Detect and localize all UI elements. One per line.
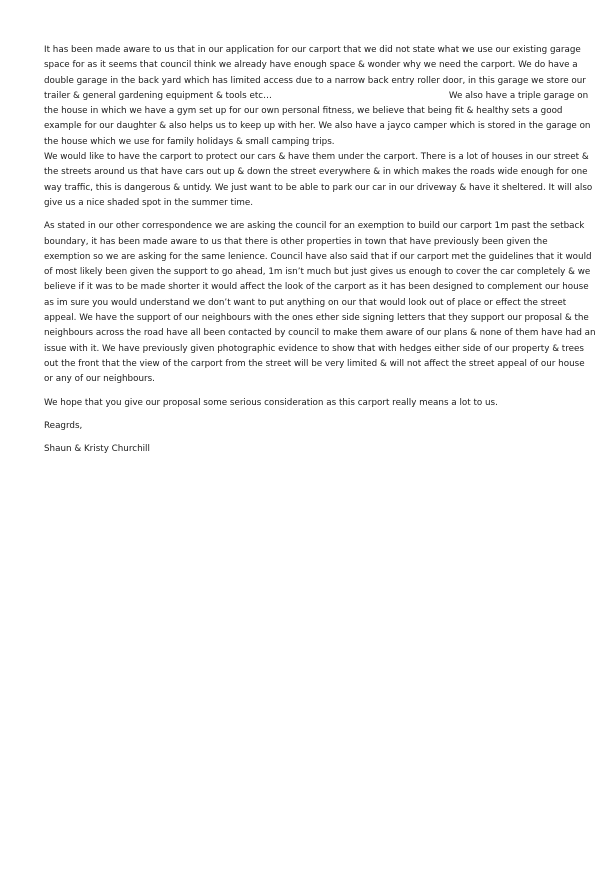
- text-line: way traffic, this is dangerous & untidy. We just want to be able to park our car in our driveway & have it sheltered. It will also: [44, 182, 593, 193]
- signature: Shaun & Kristy Churchill: [44, 444, 150, 455]
- paragraph-exemption-request: [44, 219, 596, 387]
- text-segment: trailer & general gardening equipment & tools etc…: [44, 90, 272, 101]
- text-line: the house which we use for family holidays & small camping trips.: [44, 136, 335, 147]
- paragraph-garage-usage: [44, 43, 591, 150]
- text-line: of most likely been given the support to go ahead, 1m isn’t much but just gives us enough to cover the car completely & we: [44, 267, 591, 278]
- text-line: out the front that the view of the carport from the street will be very limited & will not affect the street appeal of our house: [44, 358, 585, 369]
- text-line: appeal. We have the support of our neighbours with the ones ether side signing letters that they support our proposal & the: [44, 313, 589, 324]
- text-line: as im sure you would understand we don’t want to put anything on our that would look out of place or effect the street: [44, 297, 567, 308]
- text-line: space for as it seems that council think we already have enough space & wonder why we need the carport. We do have a: [44, 60, 578, 71]
- text-line: neighbours across the road have all been contacted by council to make them aware of our plans & none of them have had an: [44, 328, 596, 339]
- paragraph-hope: [44, 396, 572, 411]
- text-line: boundary, it has been made aware to us that there is other properties in town that have previously been given the: [44, 236, 548, 247]
- text-line: believe if it was to be made shorter it would affect the look of the carport as it has been designed to complement our house: [44, 282, 589, 293]
- text-line: We hope that you give our proposal some serious consideration as this carport really means a lot to us.: [44, 397, 498, 408]
- text-line: the streets around us that have cars out up & down the street everywhere & in which makes the roads wide enough for one: [44, 167, 588, 178]
- text-line: or any of our neighbours.: [44, 374, 155, 385]
- text-line: exemption so we are asking for the same lenience. Council have also said that if our carport met the guidelines that it would: [44, 251, 592, 262]
- text-line: the house in which we have a gym set up for our own personal fitness, we believe that being fit & healthy sets a good: [44, 106, 563, 117]
- text-line: double garage in the back yard which has limited access due to a narrow back entry roller door, in this garage we store our: [44, 75, 586, 86]
- text-segment: We also have a triple garage on: [448, 90, 589, 101]
- text-line: As stated in our other correspondence we are asking the council for an exemption to build our carport 1m past the setback: [44, 221, 585, 232]
- text-line: We would like to have the carport to protect our cars & have them under the carport. There is a lot of houses in our street &: [44, 152, 589, 163]
- text-line-split: [44, 89, 589, 104]
- text-line: give us a nice shaded spot in the summer time.: [44, 197, 254, 208]
- text-line: issue with it. We have previously given photographic evidence to show that with hedges either side of our property & trees: [44, 343, 584, 354]
- text-line: example for our daughter & also helps us to keep up with her. We also have a jayco camper which is stored in the garage on: [44, 121, 591, 132]
- closing-salutation: Reagrds,: [44, 420, 83, 431]
- letter-body: [44, 43, 596, 465]
- text-line: It has been made aware to us that in our application for our carport that we did not state what we use our existing garage: [44, 45, 581, 55]
- paragraph-carport-reason: [44, 150, 593, 211]
